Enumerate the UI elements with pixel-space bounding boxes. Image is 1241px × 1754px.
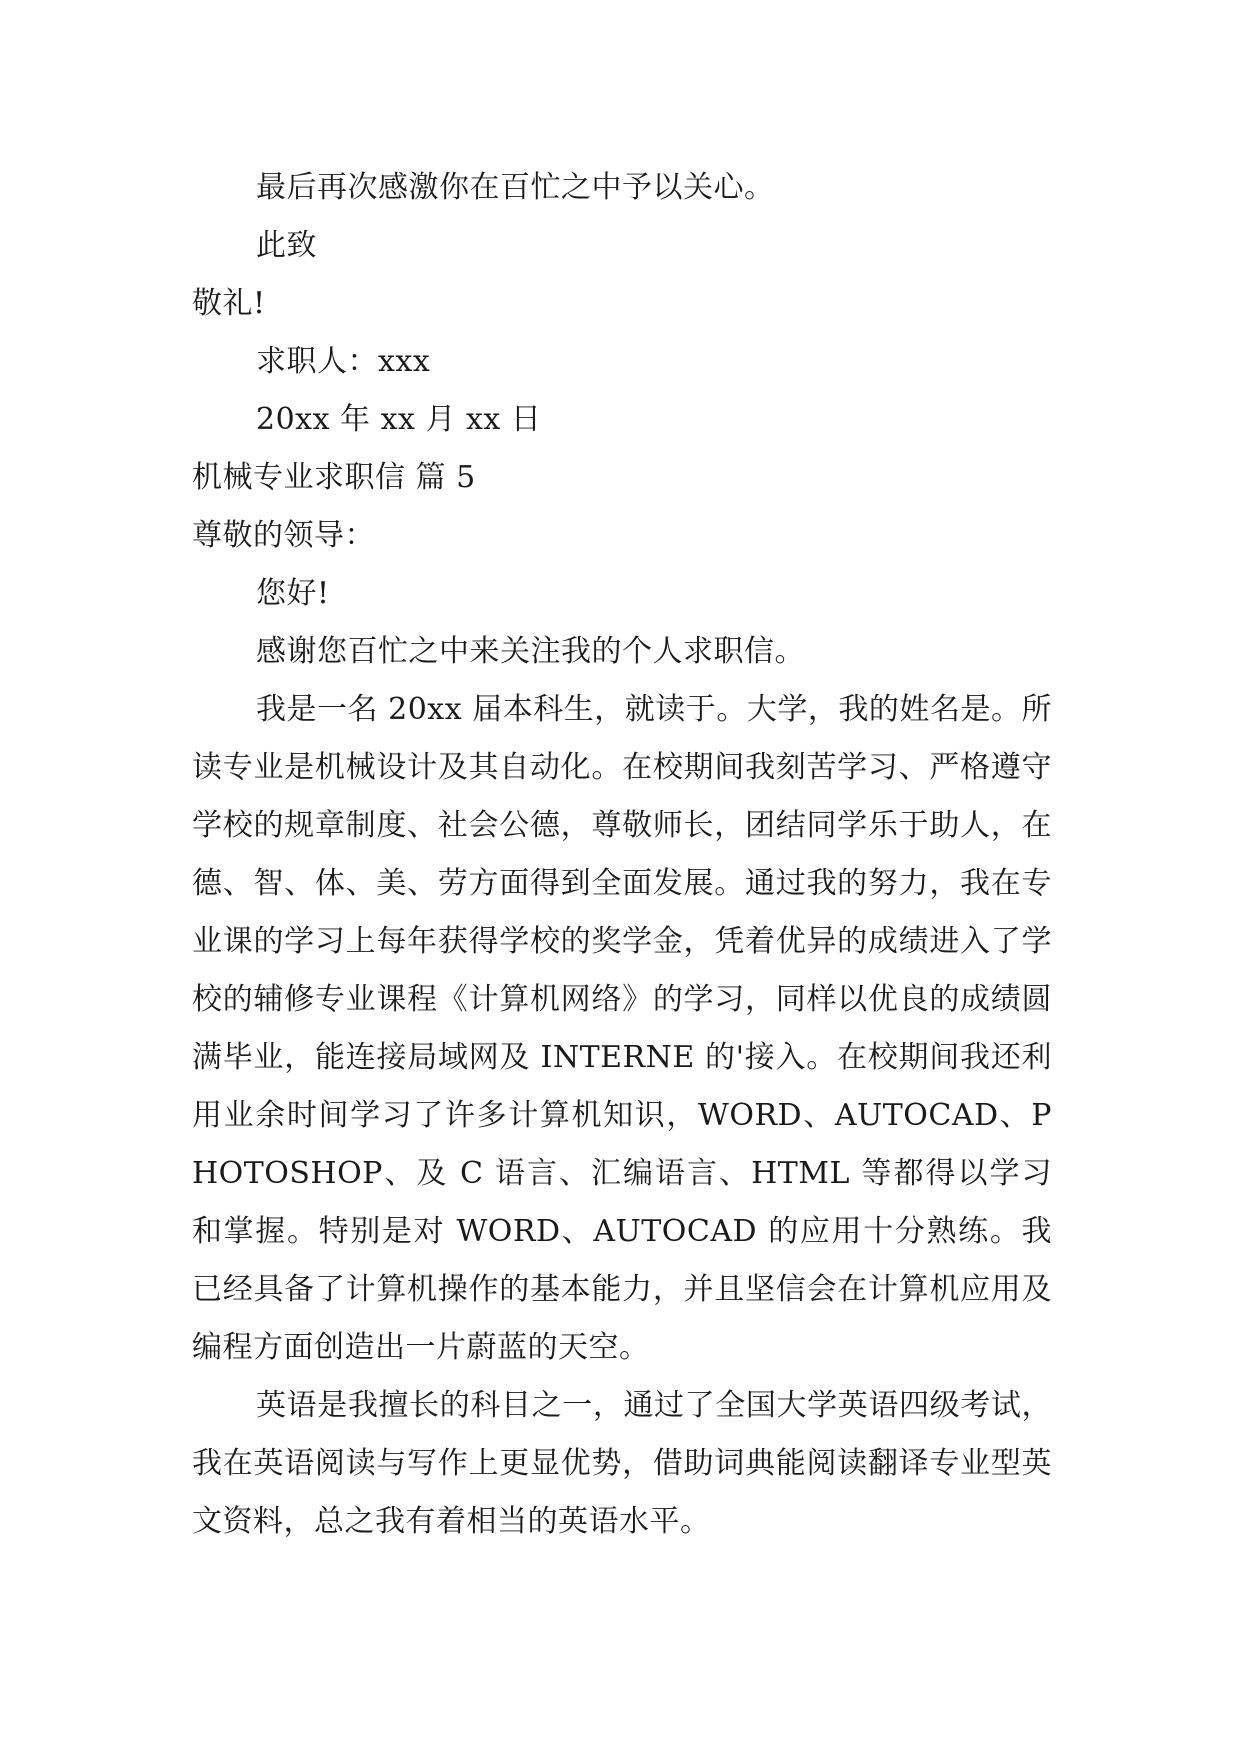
signer-name: 求职人：xxx <box>256 344 431 379</box>
hello-line: 您好! <box>256 576 330 611</box>
intro-line: 感谢您百忙之中来关注我的个人求职信。 <box>256 634 805 669</box>
closing-regards: 敬礼! <box>192 286 266 321</box>
closing-thanks: 最后再次感激你在百忙之中予以关心。 <box>256 170 775 205</box>
paragraph-education: 我是一名 20xx 届本科生，就读于。大学，我的姓名是。所读专业是机械设计及其自动化。在校期间我刻苦学习、严格遵守学校的规章制度、社会公德，尊敬师长，团结同学乐于助人，在德、智、体、美、劳方面得到全面发展。通过我的努力，我在专业课的学习上每年获得学校的奖学金，凭着优异的成绩进入了学校的辅修专业课程《计算机网络》的学习，同样以优良的成绩圆满毕业，能连接局域网及 INTERNE 的'接入。在校期间我还利用业余时间学习了许多计算机知识，WORD、AUTOCAD、PHOTOSHOP、及 C 语言、汇编语言、HTML 等都得以学习和掌握。特别是对 WORD、AUTOCAD 的应用十分熟练。我已经具备了计算机操作的基本能力，并且坚信会在计算机应用及编程方面创造出一片蔚蓝的天空。 <box>192 692 1052 1365</box>
paragraph-english: 英语是我擅长的科目之一，通过了全国大学英语四级考试，我在英语阅读与写作上更显优势，借助词典能阅读翻译专业型英文资料，总之我有着相当的英语水平。 <box>192 1388 1052 1539</box>
document-body <box>192 159 1052 1551</box>
closing-salutation: 此致 <box>256 228 317 263</box>
letter-date: 20xx 年 xx 月 xx 日 <box>256 402 542 437</box>
section-heading: 机械专业求职信 篇 5 <box>192 460 476 495</box>
greeting: 尊敬的领导： <box>192 518 375 553</box>
